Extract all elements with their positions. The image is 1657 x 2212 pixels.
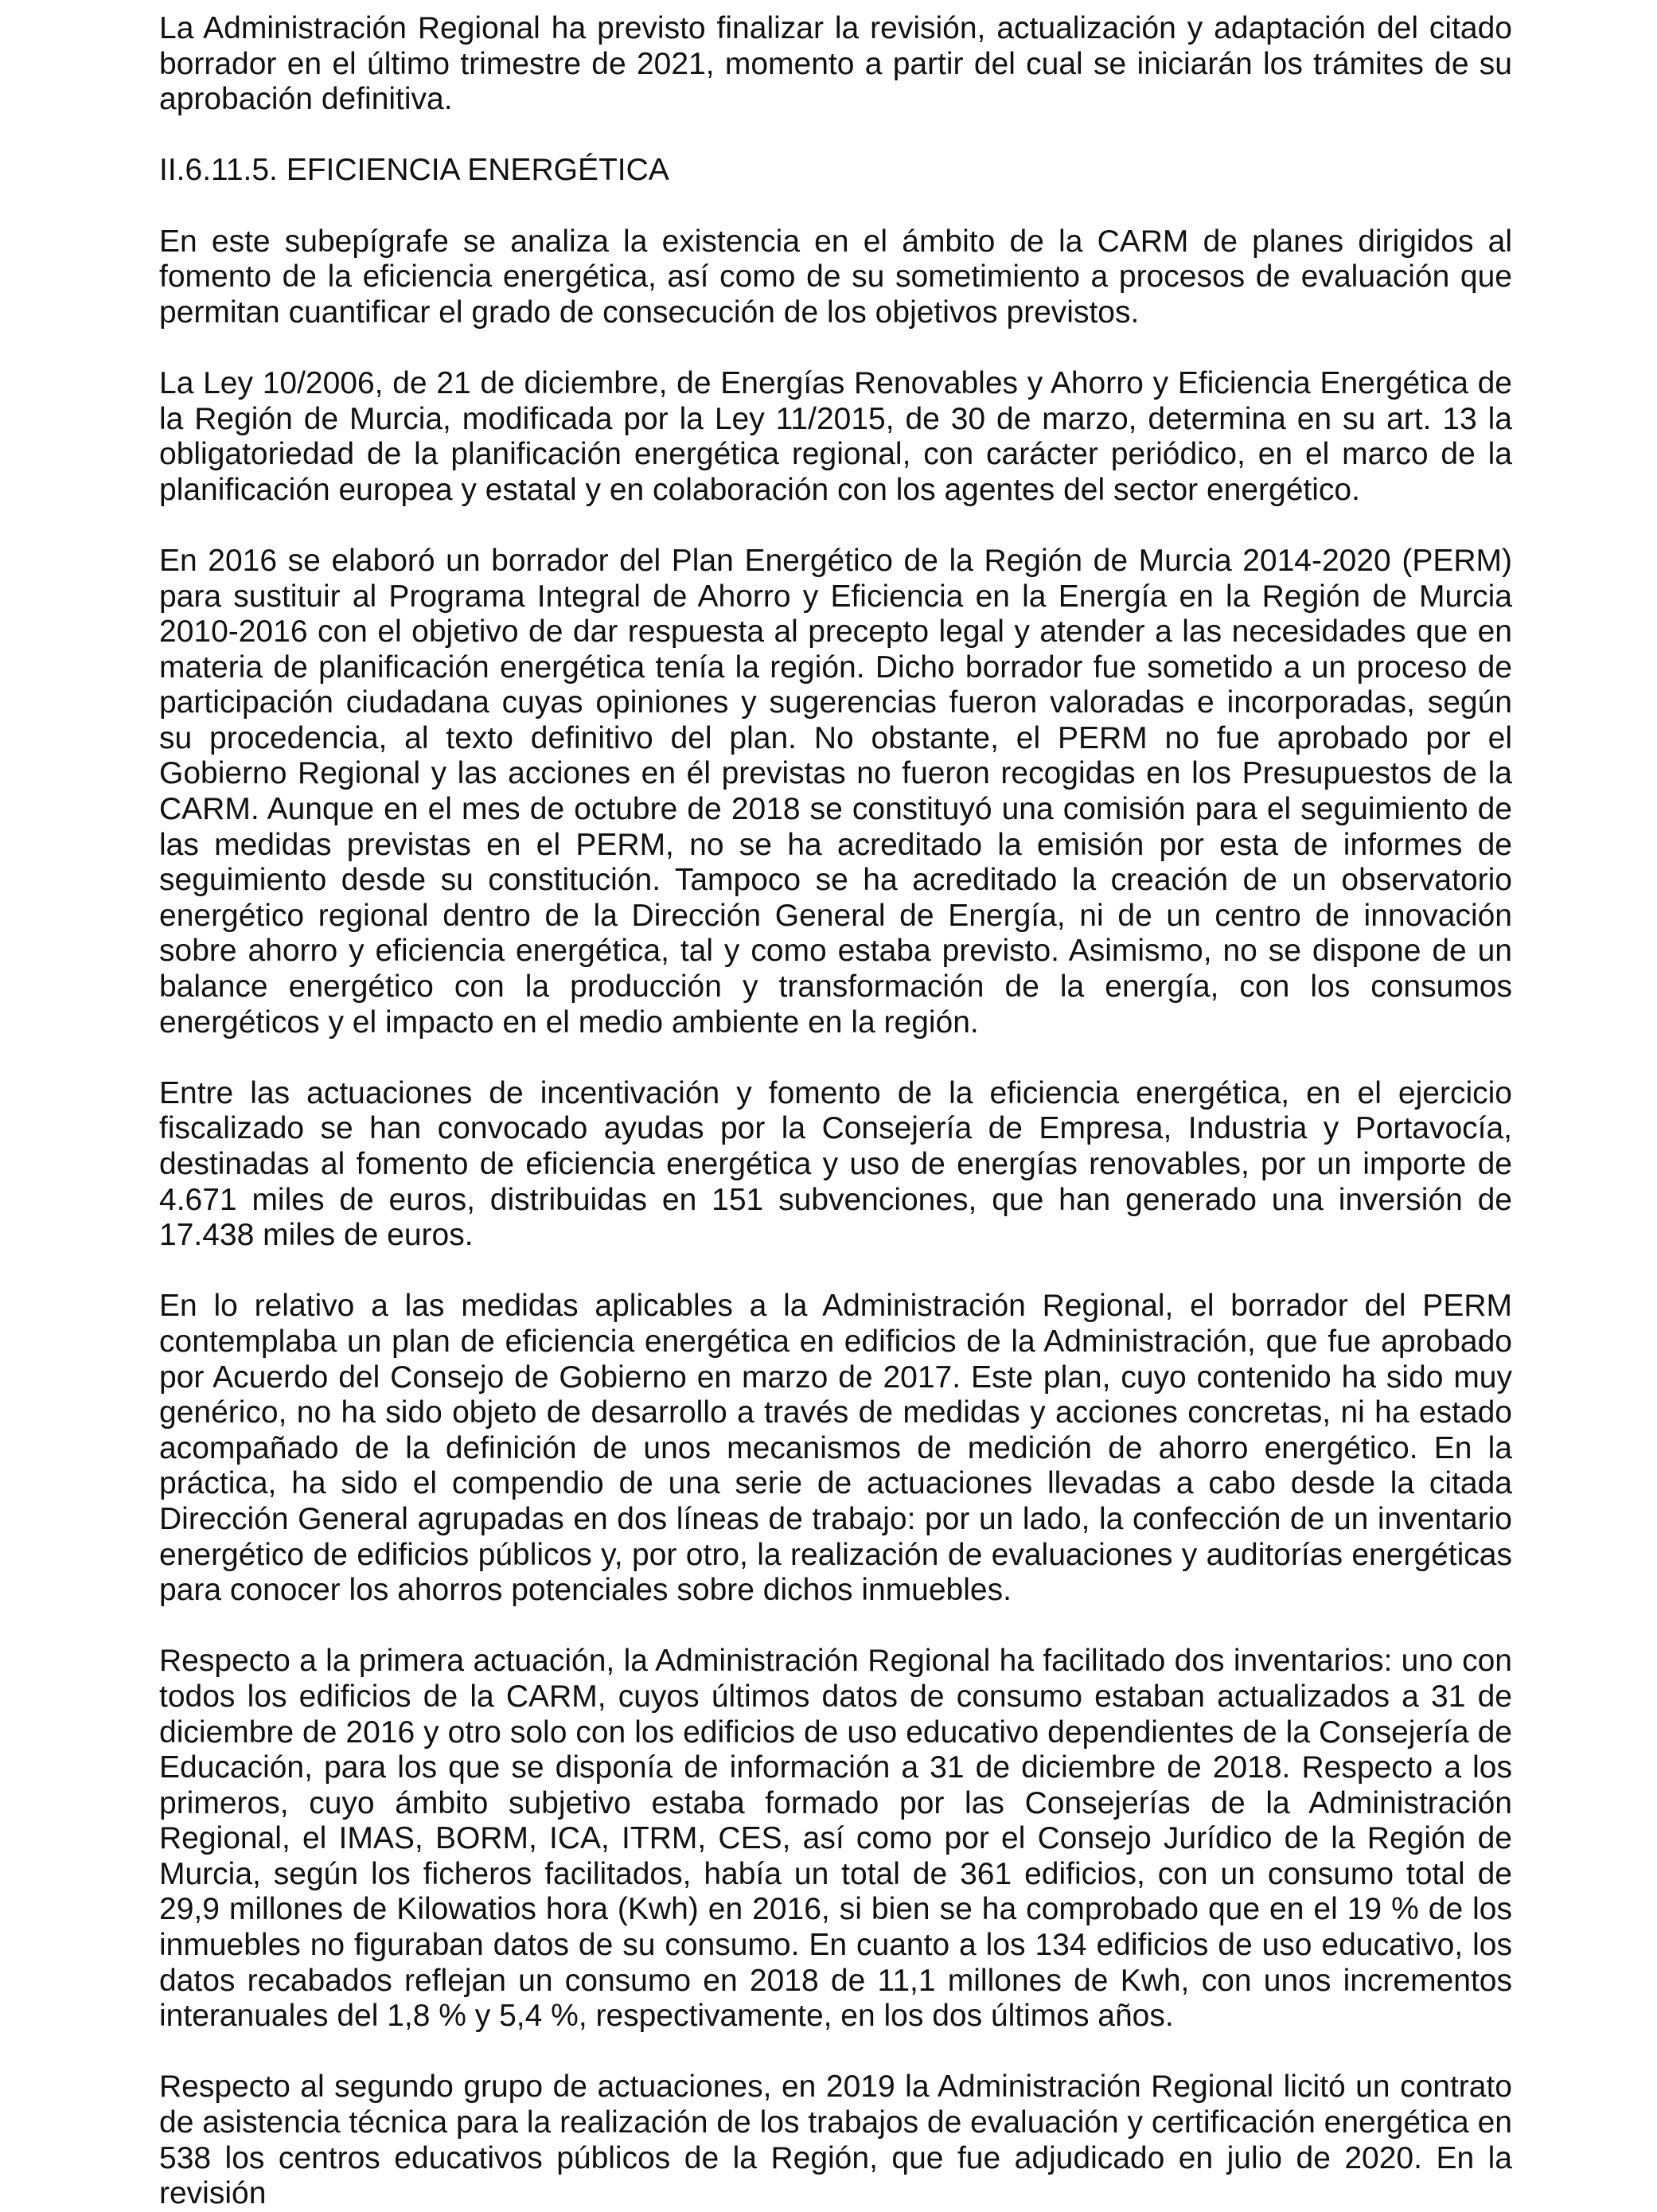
paragraph-audits: Respecto al segundo grupo de actuaciones, en 2019 la Administración Regional licitó un contrato de asistencia técnica para la realización de los trabajos de evaluación y certificación energética en 538 los centros educativos públicos de la Región, que fue adjudicado en julio de 2020. En la revisión bbox=[159, 2070, 1512, 2211]
paragraph-regional-measures: En lo relativo a las medidas aplicables a la Administración Regional, el borrador del PERM contemplaba un plan de eficiencia energética en edificios de la Administración, que fue aprobado por Acuerdo del Consejo de Gobierno en marzo de 2017. Este plan, cuyo contenido ha sido muy genérico, no ha sido objeto de desarrollo a través de medidas y acciones concretas, ni ha estado acompañado de la definición de unos mecanismos de medición de ahorro energético. En la práctica, ha sido el compendio de una serie de actuaciones llevadas a cabo desde la citada Dirección General agrupadas en dos líneas de trabajo: por un lado, la confección de un inventario energético de edificios públicos y, por otro, la realización de evaluaciones y auditorías energéticas para conocer los ahorros potenciales sobre dichos inmuebles. bbox=[159, 1289, 1512, 1608]
document-page bbox=[159, 11, 1512, 2212]
paragraph-inventories: Respecto a la primera actuación, la Administración Regional ha facilitado dos inventarios: uno con todos los edificios de la CARM, cuyos últimos datos de consumo estaban actualizados a 31 de diciembre de 2016 y otro solo con los edificios de uso educativo dependientes de la Consejería de Educación, para los que se disponía de información a 31 de diciembre de 2018. Respecto a los primeros, cuyo ámbito subjetivo estaba formado por las Consejerías de la Administración Regional, el IMAS, BORM, ICA, ITRM, CES, así como por el Consejo Jurídico de la Región de Murcia, según los ficheros facilitados, había un total de 361 edificios, con un consumo total de 29,9 millones de Kilowatios hora (Kwh) en 2016, si bien se ha comprobado que en el 19 % de los inmuebles no figuraban datos de su consumo. En cuanto a los 134 edificios de uso educativo, los datos recabados reflejan un consumo en 2018 de 11,1 millones de Kwh, con unos incrementos interanuales del 1,8 % y 5,4 %, respectivamente, en los dos últimos años. bbox=[159, 1644, 1512, 2034]
paragraph-law: La Ley 10/2006, de 21 de diciembre, de Energías Renovables y Ahorro y Eficiencia Energética de la Región de Murcia, modificada por la Ley 11/2015, de 30 de marzo, determina en su art. 13 la obligatoriedad de la planificación energética regional, con carácter periódico, en el marco de la planificación europea y estatal y en colaboración con los agentes del sector energético. bbox=[159, 365, 1512, 507]
section-heading: II.6.11.5. EFICIENCIA ENERGÉTICA bbox=[159, 153, 669, 188]
paragraph-incentives: Entre las actuaciones de incentivación y fomento de la eficiencia energética, en el ejercicio fiscalizado se han convocado ayudas por la Consejería de Empresa, Industria y Portavocía, destinadas al fomento de eficiencia energética y uso de energías renovables, por un importe de 4.671 miles de euros, distribuidas en 151 subvenciones, que han generado una inversión de 17.438 miles de euros. bbox=[159, 1075, 1512, 1253]
paragraph-scope: En este subepígrafe se analiza la existencia en el ámbito de la CARM de planes dirigidos al fomento de la eficiencia energética, así como de su sometimiento a procesos de evaluación que permitan cuantificar el grado de consecución de los objetivos previstos. bbox=[159, 224, 1512, 330]
paragraph-intro: La Administración Regional ha previsto finalizar la revisión, actualización y adaptación del citado borrador en el último trimestre de 2021, momento a partir del cual se iniciarán los trámites de su aprobación definitiva. bbox=[159, 11, 1512, 117]
paragraph-perm-draft: En 2016 se elaboró un borrador del Plan Energético de la Región de Murcia 2014-2020 (PERM) para sustituir al Programa Integral de Ahorro y Eficiencia en la Energía en la Región de Murcia 2010-2016 con el objetivo de dar respuesta al precepto legal y atender a las necesidades que en materia de planificación energética tenía la región. Dicho borrador fue sometido a un proceso de participación ciudadana cuyas opiniones y sugerencias fueron valoradas e incorporadas, según su procedencia, al texto definitivo del plan. No obstante, el PERM no fue aprobado por el Gobierno Regional y las acciones en él previstas no fueron recogidas en los Presupuestos de la CARM. Aunque en el mes de octubre de 2018 se constituyó una comisión para el seguimiento de las medidas previstas en el PERM, no se ha acreditado la emisión por esta de informes de seguimiento desde su constitución. Tampoco se ha acreditado la creación de un observatorio energético regional dentro de la Dirección General de Energía, ni de un centro de innovación sobre ahorro y eficiencia energética, tal y como estaba previsto. Asimismo, no se dispone de un balance energético con la producción y transformación de la energía, con los consumos energéticos y el impacto en el medio ambiente en la región. bbox=[159, 543, 1512, 1040]
